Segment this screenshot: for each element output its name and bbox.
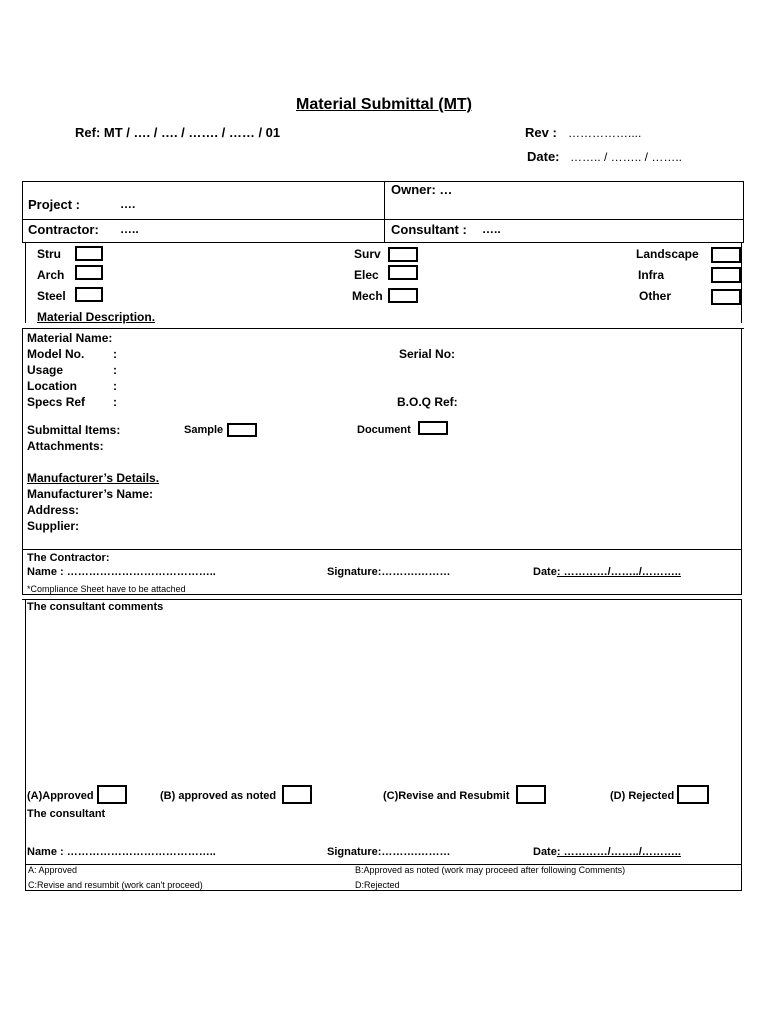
status-revise-label: (C)Revise and Resubmit bbox=[383, 790, 510, 802]
status-approved-checkbox[interactable] bbox=[97, 785, 127, 804]
legend-revise: C:Revise and resumbit (work can't proceed) bbox=[28, 880, 203, 890]
legend-rejected: D:Rejected bbox=[355, 880, 400, 890]
rev-label: Rev : bbox=[525, 125, 557, 140]
consultant-section-top-border bbox=[22, 599, 742, 600]
contractor-signature-field: Signature:……….……… bbox=[327, 566, 451, 578]
specs-ref-label: Specs Ref bbox=[27, 395, 86, 409]
status-rejected-label: (D) Rejected bbox=[610, 790, 675, 802]
usage-colon: : bbox=[113, 363, 117, 377]
consultant-comments-heading: The consultant comments bbox=[27, 601, 164, 613]
legend-approved-noted: B:Approved as noted (work may proceed after following Comments) bbox=[355, 865, 626, 875]
manufacturer-name-label: Manufacturer’s Name: bbox=[27, 487, 154, 501]
compliance-note: *Compliance Sheet have to be attached bbox=[27, 584, 186, 594]
project-value: …. bbox=[120, 197, 136, 211]
sample-checkbox[interactable] bbox=[227, 423, 257, 437]
consultant-date-field bbox=[533, 846, 681, 858]
discipline-other-checkbox[interactable] bbox=[711, 289, 741, 305]
model-no-label: Model No. bbox=[27, 347, 85, 361]
status-approved-noted-label: (B) approved as noted bbox=[160, 790, 277, 802]
date-value: …….. / …….. / …….. bbox=[570, 150, 683, 164]
discipline-infra-checkbox[interactable] bbox=[711, 267, 741, 283]
discipline-other-label: Other bbox=[639, 289, 672, 303]
attachments-label: Attachments: bbox=[27, 439, 104, 453]
status-approved-label: (A)Approved bbox=[27, 790, 94, 802]
material-section-left-border bbox=[22, 328, 23, 550]
discipline-infra-label: Infra bbox=[638, 268, 665, 282]
material-name-label: Material Name: bbox=[27, 331, 113, 345]
material-description-heading: Material Description. bbox=[37, 310, 156, 324]
contractor-name-field: Name : ………………………………….. bbox=[27, 566, 216, 578]
location-colon: : bbox=[113, 379, 117, 393]
status-rejected-checkbox[interactable] bbox=[677, 785, 709, 804]
project-label: Project : bbox=[28, 197, 81, 212]
status-approved-noted-checkbox[interactable] bbox=[282, 785, 312, 804]
discipline-steel-label: Steel bbox=[37, 289, 66, 303]
contractor-date-field bbox=[533, 566, 681, 578]
consultant-date-value: : …………/……../……….. bbox=[556, 846, 681, 858]
consultant-value: ….. bbox=[482, 222, 501, 236]
consultant-signature-field: Signature:……….……… bbox=[327, 846, 451, 858]
consultant-date-label: Date bbox=[533, 846, 557, 858]
consultant-signoff-title: The consultant bbox=[27, 808, 106, 820]
disciplines-right-border bbox=[741, 243, 742, 323]
document-label: Document bbox=[357, 424, 411, 436]
manufacturer-details-heading: Manufacturer’s Details. bbox=[27, 471, 160, 485]
consultant-section-right-border bbox=[741, 599, 742, 865]
document-checkbox[interactable] bbox=[418, 421, 448, 435]
discipline-stru-checkbox[interactable] bbox=[75, 246, 103, 261]
consultant-section-left-border bbox=[25, 599, 26, 865]
supplier-label: Supplier: bbox=[27, 519, 80, 533]
contractor-date-label: Date bbox=[533, 566, 557, 578]
consultant-label: Consultant : bbox=[391, 222, 467, 237]
table-vertical-divider bbox=[384, 181, 385, 243]
owner-label: Owner: … bbox=[391, 182, 453, 197]
contractor-label: Contractor: bbox=[28, 222, 99, 237]
table-horizontal-divider bbox=[22, 219, 744, 220]
boq-ref-label: B.O.Q Ref: bbox=[397, 395, 458, 409]
specs-ref-colon: : bbox=[113, 395, 117, 409]
discipline-arch-checkbox[interactable] bbox=[75, 265, 103, 280]
status-revise-checkbox[interactable] bbox=[516, 785, 546, 804]
disciplines-left-border bbox=[25, 243, 26, 323]
consultant-name-field: Name : ………………………………….. bbox=[27, 846, 216, 858]
discipline-arch-label: Arch bbox=[37, 268, 65, 282]
discipline-elec-label: Elec bbox=[354, 268, 379, 282]
date-label: Date: bbox=[527, 149, 560, 164]
location-label: Location bbox=[27, 379, 77, 393]
discipline-steel-checkbox[interactable] bbox=[75, 287, 103, 302]
model-no-colon: : bbox=[113, 347, 117, 361]
form-title: Material Submittal (MT) bbox=[295, 96, 472, 113]
discipline-elec-checkbox[interactable] bbox=[388, 265, 418, 280]
material-section-top-border bbox=[22, 328, 744, 329]
discipline-mech-label: Mech bbox=[352, 289, 383, 303]
discipline-surv-label: Surv bbox=[354, 247, 381, 261]
discipline-surv-checkbox[interactable] bbox=[388, 247, 418, 262]
discipline-landscape-label: Landscape bbox=[636, 247, 699, 261]
legend-approved: A: Approved bbox=[28, 865, 78, 875]
contractor-date-value: : …………/……../……….. bbox=[556, 566, 681, 578]
discipline-stru-label: Stru bbox=[37, 247, 61, 261]
rev-value: …………….... bbox=[568, 126, 642, 140]
address-label: Address: bbox=[27, 503, 80, 517]
contractor-value: ….. bbox=[120, 222, 139, 236]
reference-number: Ref: MT / …. / …. / ……. / …… / 01 bbox=[75, 125, 281, 140]
contractor-signoff-title: The Contractor: bbox=[27, 552, 110, 564]
serial-no-label: Serial No: bbox=[399, 347, 456, 361]
material-section-right-border bbox=[741, 328, 742, 550]
sample-label: Sample bbox=[184, 424, 224, 436]
submittal-items-label: Submittal Items: bbox=[27, 423, 121, 437]
usage-label: Usage bbox=[27, 363, 64, 377]
discipline-landscape-checkbox[interactable] bbox=[711, 247, 741, 263]
discipline-mech-checkbox[interactable] bbox=[388, 288, 418, 303]
